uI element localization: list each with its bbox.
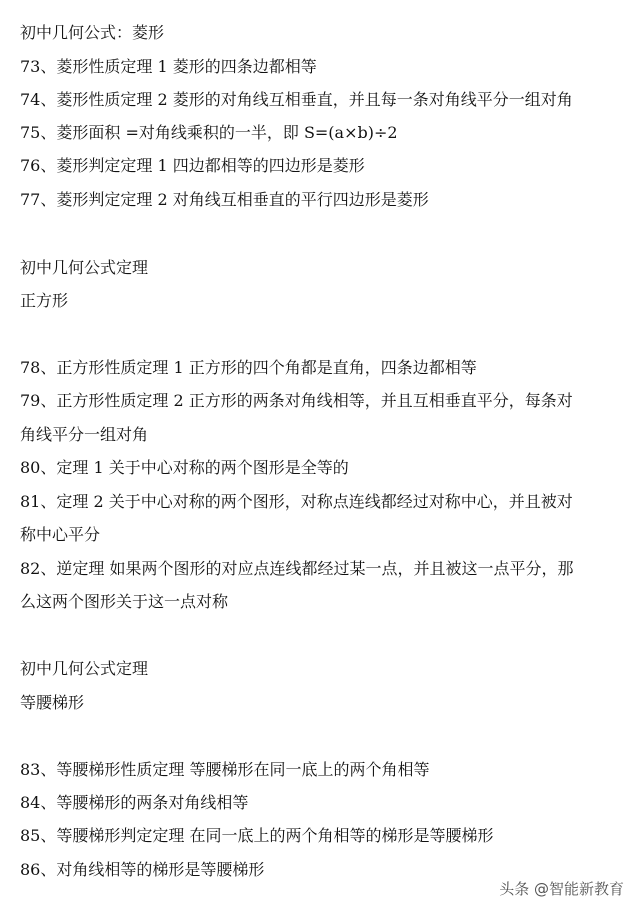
theorem-78: 78、正方形性质定理 1 正方形的四个角都是直角，四条边都相等: [20, 358, 477, 377]
section-subheading-trapezoid: 等腰梯形: [20, 693, 85, 712]
theorem-82: 82、逆定理 如果两个图形的对应点连线都经过某一点，并且被这一点平分，那: [20, 559, 574, 578]
watermark-text: 头条 @智能新教育: [499, 880, 624, 898]
theorem-81-continued: 称中心平分: [20, 525, 101, 544]
theorem-75: 75、菱形面积 =对角线乘积的一半，即 S=(a×b)÷2: [20, 123, 398, 142]
section-heading-trapezoid: 初中几何公式定理: [20, 659, 149, 678]
theorem-84: 84、等腰梯形的两条对角线相等: [20, 793, 249, 812]
theorem-81: 81、定理 2 关于中心对称的两个图形，对称点连线都经过对称中心，并且被对: [20, 492, 573, 511]
theorem-74: 74、菱形性质定理 2 菱形的对角线互相垂直，并且每一条对角线平分一组对角: [20, 90, 573, 109]
theorem-77: 77、菱形判定定理 2 对角线互相垂直的平行四边形是菱形: [20, 190, 429, 209]
theorem-73: 73、菱形性质定理 1 菱形的四条边都相等: [20, 57, 317, 76]
theorem-80: 80、定理 1 关于中心对称的两个图形是全等的: [20, 458, 349, 477]
theorem-76: 76、菱形判定定理 1 四边都相等的四边形是菱形: [20, 156, 365, 175]
section-subheading-square: 正方形: [20, 291, 69, 310]
section-heading-square: 初中几何公式定理: [20, 258, 149, 277]
theorem-82-continued: 么这两个图形关于这一点对称: [20, 592, 229, 611]
theorem-83: 83、等腰梯形性质定理 等腰梯形在同一底上的两个角相等: [20, 760, 430, 779]
theorem-85: 85、等腰梯形判定定理 在同一底上的两个角相等的梯形是等腰梯形: [20, 826, 494, 845]
theorem-79: 79、正方形性质定理 2 正方形的两条对角线相等，并且互相垂直平分，每条对: [20, 391, 573, 410]
theorem-79-continued: 角线平分一组对角: [20, 425, 149, 444]
section-heading-rhombus: 初中几何公式：菱形: [20, 23, 165, 42]
theorem-86: 86、对角线相等的梯形是等腰梯形: [20, 860, 265, 879]
